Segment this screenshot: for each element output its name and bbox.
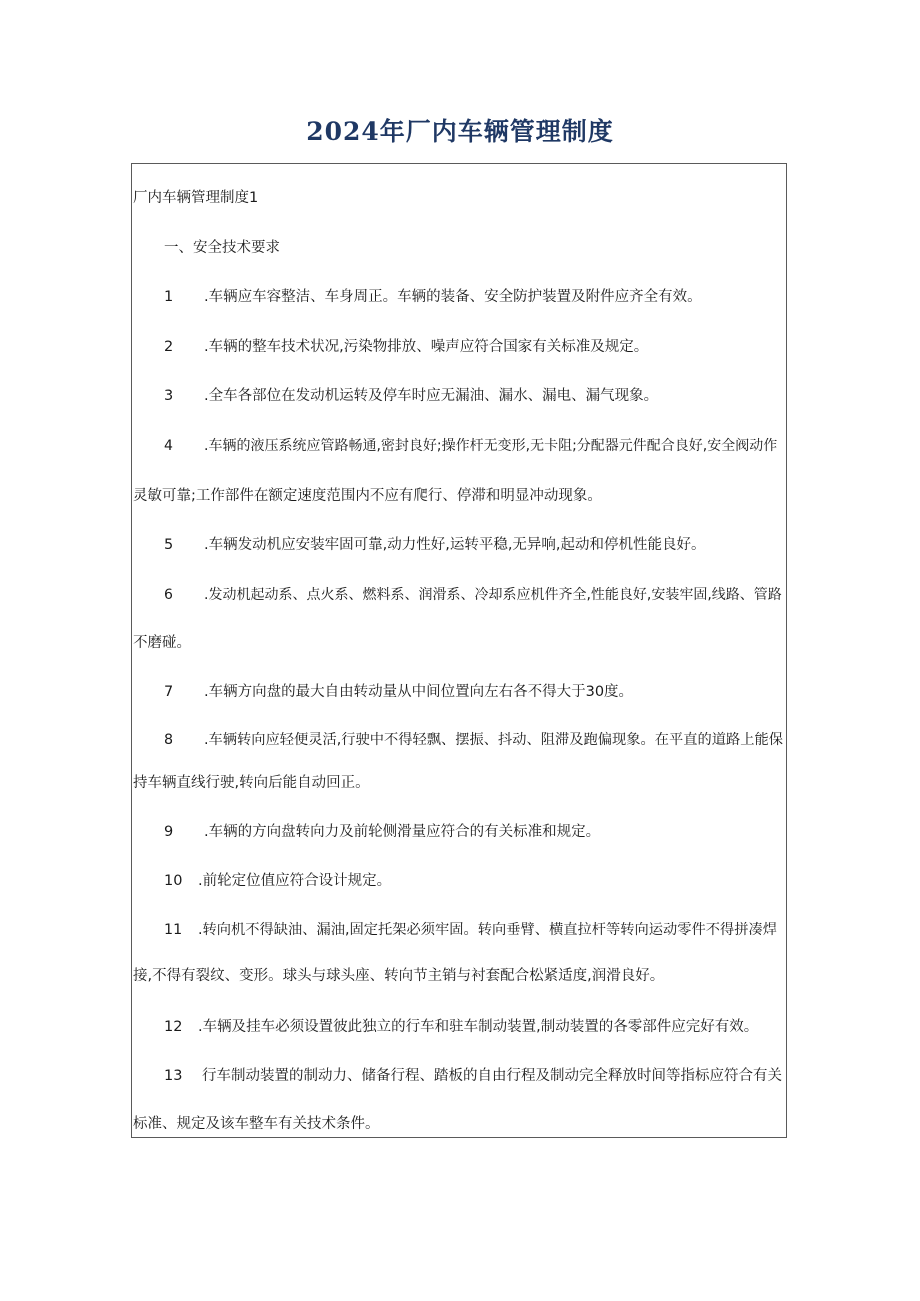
item-number: 9 <box>164 824 174 840</box>
item-text: .全车各部位在发动机运转及停车时应无漏油、漏水、漏电、漏气现象。 <box>204 388 659 404</box>
item-text: .车辆的整车技术状况,污染物排放、噪声应符合国家有关标准及规定。 <box>204 339 649 355</box>
list-item <box>133 386 785 406</box>
item-text-continued: 不磨碰。 <box>133 635 191 651</box>
item-number: 6 <box>164 587 173 603</box>
item-text-continued: 标准、规定及该车整车有关技术条件。 <box>133 1116 380 1132</box>
item-text: .前轮定位值应符合设计规定。 <box>198 873 392 889</box>
item-text-continued: 接,不得有裂纹、变形。球头与球头座、转向节主销与衬套配合松紧适度,润滑良好。 <box>133 968 665 984</box>
item-number: 8 <box>164 732 174 748</box>
list-item <box>133 1017 785 1037</box>
document-title: 2024年厂内车辆管理制度 <box>306 117 614 146</box>
item-text: .车辆应车容整洁、车身周正。车辆的装备、安全防护装置及附件应齐全有效。 <box>204 289 702 305</box>
item-number: 1 <box>164 289 174 305</box>
list-item <box>133 730 785 750</box>
item-number: 12 <box>164 1019 183 1035</box>
list-item <box>133 337 785 357</box>
list-item <box>133 871 785 891</box>
item-text: .车辆转向应轻便灵活,行驶中不得轻飘、摆振、抖动、阻滞及跑偏现象。在平直的道路上能保 <box>204 732 784 748</box>
item-number: 4 <box>164 438 173 454</box>
item-text: 行车制动装置的制动力、储备行程、踏板的自由行程及制动完全释放时间等指标应符合有关 <box>202 1068 782 1084</box>
item-number: 5 <box>164 537 174 553</box>
item-text: .发动机起动系、点火系、燃料系、润滑系、冷却系应机件齐全,性能良好,安装牢固,线路、管路 <box>204 587 782 603</box>
list-item <box>133 436 785 456</box>
item-text: .车辆的方向盘转向力及前轮侧滑量应符合的有关标准和规定。 <box>204 824 601 840</box>
item-number: 3 <box>164 388 174 404</box>
item-text: .车辆方向盘的最大自由转动量从中间位置向左右各不得大于30度。 <box>204 684 634 700</box>
item-text: .车辆发动机应安装牢固可靠,动力性好,运转平稳,无异响,起动和停机性能良好。 <box>204 537 706 553</box>
list-item <box>133 535 785 555</box>
subtitle: 厂内车辆管理制度1 <box>133 190 259 206</box>
list-item <box>133 1066 785 1086</box>
item-text: .车辆的液压系统应管路畅通,密封良好;操作杆无变形,无卡阻;分配器元件配合良好,安全阀动作 <box>204 438 778 454</box>
item-number: 7 <box>164 684 174 700</box>
list-item <box>133 920 785 940</box>
list-item <box>133 822 785 842</box>
list-item <box>133 585 785 605</box>
list-item <box>133 287 785 307</box>
item-text-continued: 灵敏可靠;工作部件在额定速度范围内不应有爬行、停滞和明显冲动现象。 <box>133 488 602 504</box>
item-text: .转向机不得缺油、漏油,固定托架必须牢固。转向垂臂、横直拉杆等转向运动零件不得拼凑焊 <box>198 922 778 938</box>
item-text-continued: 持车辆直线行驶,转向后能自动回正。 <box>133 775 370 791</box>
item-number: 11 <box>164 922 183 938</box>
section-heading: 一、安全技术要求 <box>164 240 280 256</box>
item-text: .车辆及挂车必须设置彼此独立的行车和驻车制动装置,制动装置的各零部件应完好有效。 <box>198 1019 759 1035</box>
list-item <box>133 682 785 702</box>
item-number: 13 <box>164 1068 183 1084</box>
item-number: 2 <box>164 339 174 355</box>
item-number: 10 <box>164 873 183 889</box>
